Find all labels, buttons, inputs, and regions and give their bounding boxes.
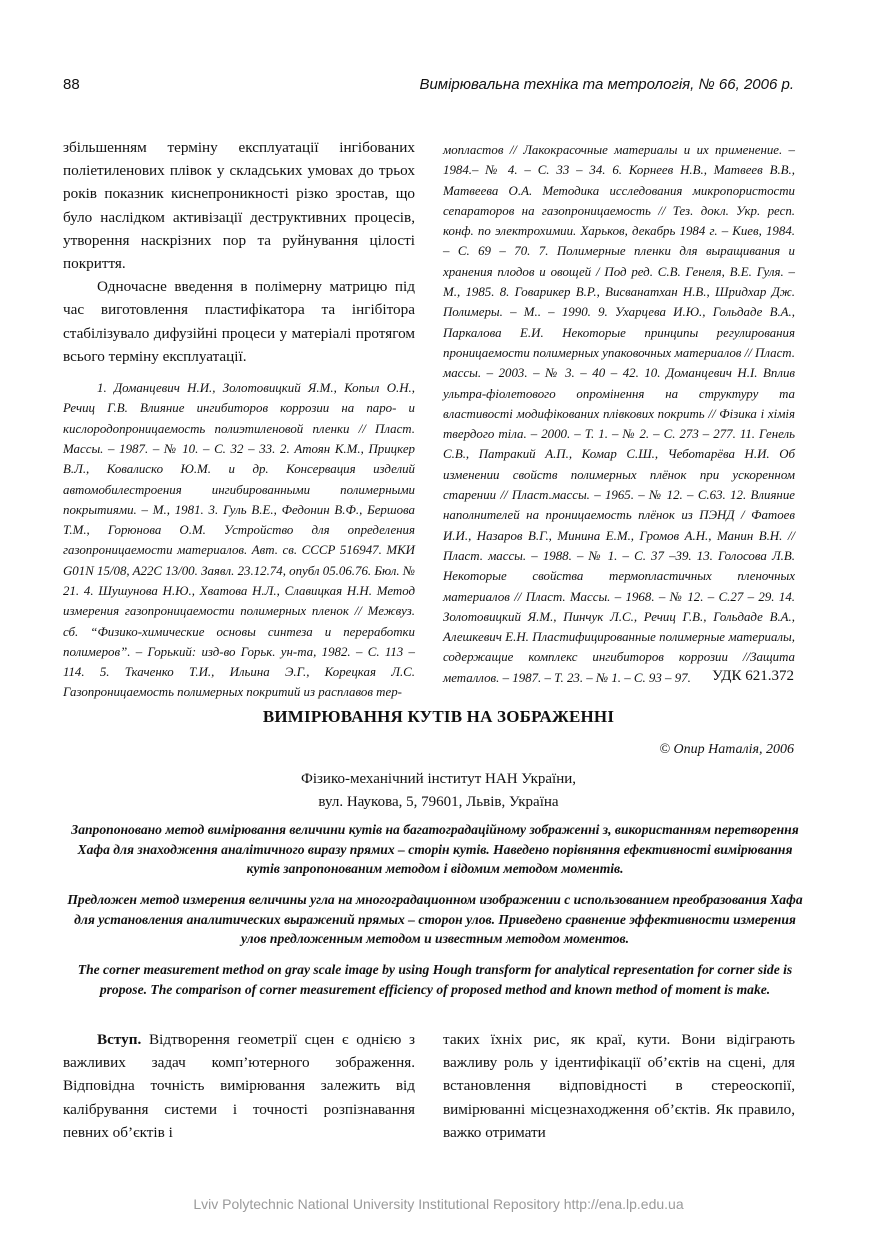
prev-article-body — [63, 136, 415, 368]
intro-left-column — [63, 1028, 415, 1144]
affiliation — [0, 768, 877, 814]
intro-heading: Вступ. — [97, 1031, 142, 1048]
repository-footer: Lviv Polytechnic National University Institutional Repository http://ena.lp.edu.ua — [193, 1196, 684, 1212]
abstract-russian: Предложен метод измерения величины угла на многоградационном изображении с использованием преобразования Хафа для установления аналитических выражений прямых – сторон улов. Приведено сравнение эффективности измерения улов предложенным методом и известным методом моментов. — [67, 892, 803, 946]
intro-text-right: таких їхніх рис, як краї, кути. Вони відіграють важливу роль у ідентифікації об’єктів на сцені, для встановлення відповідності в стереоскопії, вимірюванні місцезнаходження об’єктів. Як правило, важко отримати — [443, 1031, 795, 1141]
affiliation-institute: Фізико-механічний інститут НАН України, — [300, 771, 577, 787]
article-title: ВИМІРЮВАННЯ КУТІВ НА ЗОБРАЖЕННІ — [262, 707, 615, 726]
intro-paragraph — [63, 1028, 415, 1144]
udk-code: УДК 621.372 — [712, 668, 794, 684]
affiliation-address: вул. Наукова, 5, 79601, Львів, Україна — [318, 794, 559, 810]
page-number: 88 — [63, 76, 80, 93]
prev-article-left-column — [63, 136, 415, 703]
paragraph: збільшенням терміну експлуатації інгібованих поліетиленових плівок у складських умовах до трьох років показник киснепроникності різко зростав, що було наслідком активізації деструктивних процесів, утворення наскрізних пор та руйнування цілості покриття. — [63, 139, 415, 273]
abstract-ukrainian: Запропоновано метод вимірювання величини кутів на багатоградаційному зображенні з, використанням перетворення Хафа для знаходження аналітичного виразу прямих – сторін кутів. Наведено порівняння ефективності вимірювання кутів запропонованим методом і відомим методом моментів. — [71, 822, 799, 876]
paragraph: Одночасне введення в полімерну матрицю під час виготовлення пластифікатора та інгібітора стабілізувало дифузійні процеси у матеріалі протягом всього терміну експлуатації. — [63, 278, 415, 365]
references-left: 1. Доманцевич Н.И., Золотовицкий Я.М., Копыл О.Н., Речиц Г.В. Влияние ингибиторов коррозии на паро- и кислородопроницаемость полиэтиленовой пленки // Пласт. Массы. – 1987. – № 10. – С. 32 – 33. 2. Атоян К.М., Прицкер В.Л., Ковалиско Ю.М. и др. Консервация изделий автомобилестроения ингибированными полимерными покрытиями. – М., 1981. 3. Гуль В.Е., Федонин В.Ф., Бершова Т.М., Горюнова О.М. Устройство для определения газопроницаемости материалов. Авт. св. СССР 516947. МКИ G01N 15/08, A22C 13/00. Заявл. 23.12.74, опубл 05.06.76. Бюл. № 21. 4. Шушунова Н.Ю., Хватова Н.Л., Славицкая Н.Н. Метод измерения газопроницаемости полимерных пленок // Межвуз. сб. “Физико-химические основы синтеза и переработки полимеров”. – Горький: изд-во Горьк. ун-та, 1982. – С. 113 – 114. 5. Ткаченко Т.И., Ильина Э.Г., Корецкая Л.С. Газопроницаемость полимерных покритий из расплавов тер- — [63, 381, 415, 700]
abstract-english: The corner measurement method on gray scale image by using Hough transform for analytical representation for corner side is propose. The comparison of corner measurement efficiency of proposed method and known method of moment is make. — [77, 962, 793, 997]
copyright-author: © Опир Наталія, 2006 — [659, 742, 794, 757]
references-list — [63, 378, 415, 703]
intro-text-left: Відтворення геометрії сцен є однією з важливих задач комп’ютерного зображення. Відповідна точність вимірювання залежить від калібрування системи і точності розпізнавання певних об’єктів і — [63, 1031, 415, 1141]
prev-article-right-column — [443, 140, 795, 688]
references-list — [443, 140, 795, 688]
references-right: мопластов // Лакокрасочные материалы и их применение. – 1984.– № 4. – С. 33 – 34. 6. Корнеев Н.В., Матвеев В.В., Матвеева О.А. Методика исследования микропористости сепараторов на газопроницаемость // Тез. докл. Укр. респ. конф. по электрохимии. Харьков, декабрь 1984 г. – Киев, 1984. – С. 69 – 70. 7. Полимерные пленки для выращивания и хранения плодов и овощей / Под ред. С.В. Генеля, В.Е. Гуля. – М., 1985. 8. Говарикер В.Р., Висванатхан Н.В., Шридхар Дж. Полимеры. – М.. – 1990. 9. Ухарцева И.Ю., Гольдаде В.А., Паркалова Е.И. Некоторые принципы регулирования проницаемости полимерных упаковочных материалов // Пласт. массы. – 2003. – № 3. – 40 – 42. 10. Доманцевич Н.І. Вплив ультра-фіолетового опромінення на структуру та властивості модифікованих плівкових покрить // Фізика і хімія твердого тіла. – 2000. – Т. 1. – № 2. – С. 273 – 277. 11. Генель С.В., Патракий А.П., Комар С.Ш., Чеботарёва Н.И. Об изменении свойств полимерных плёнок при ускоренном старении // Пласт.массы. – 1965. – № 12. – С.63. 12. Влияние наполнителей на проницаемость плёнок из ПЭНД / Фатоев И.И., Назаров В.Г., Минина Е.М., Громов А.Н., Манин В.Н. // Пласт. массы. – 1988. – № 1. – С. 37 –39. 13. Голосова Л.В. Некоторые свойства термопластичных пленочных материалов // Пласт. Массы. – 1968. – № 12. – С.27 – 29. 14. Золотовицкий Я.М., Пинчук Л.С., Речиц Г.В., Гольдаде В.А., Алешкевич Е.Н. Пластифицированные полимерные материалы, содержащие комплекс ингибиторов коррозии //Защита металлов. – 1987. – Т. 23. – № 1. – С. 93 – 97. — [443, 143, 795, 685]
journal-header: Вимірювальна техніка та метрологія, № 66, 2006 р. — [419, 76, 794, 93]
intro-right-column — [443, 1028, 795, 1144]
